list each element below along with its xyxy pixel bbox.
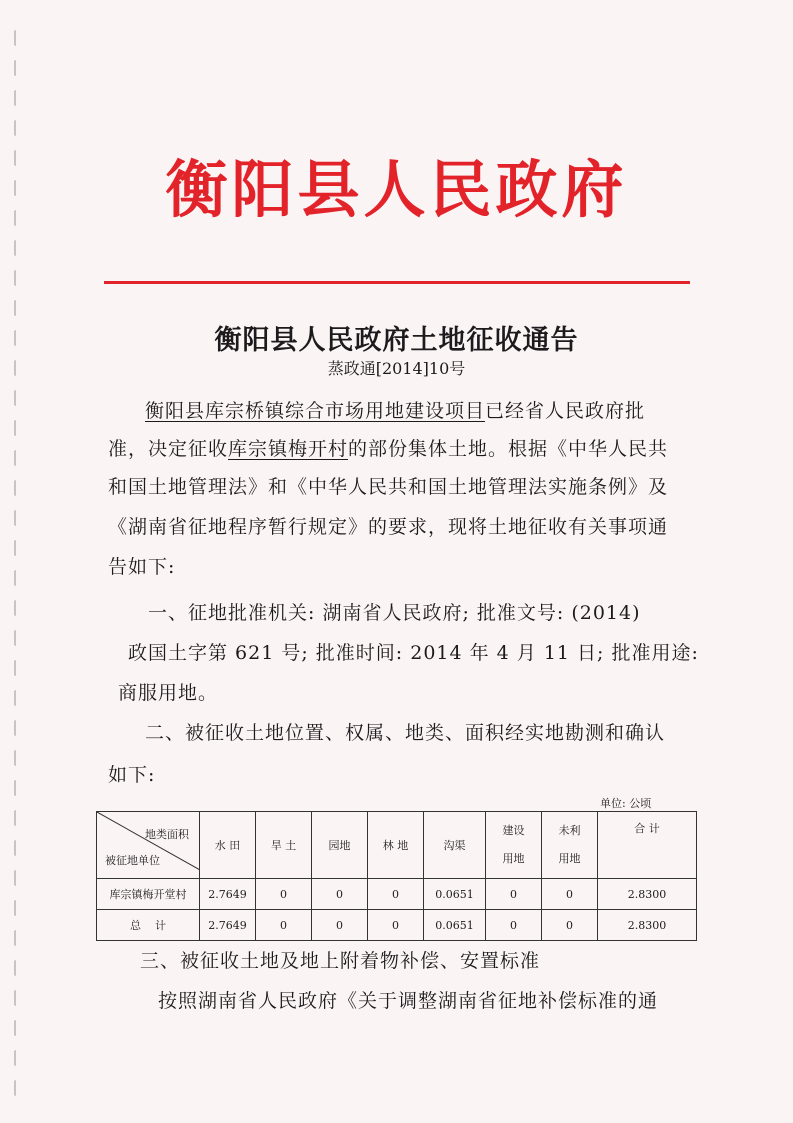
cell: 0 — [486, 910, 542, 941]
header-garden: 园地 — [312, 812, 368, 879]
binding-hole — [14, 960, 22, 976]
binding-hole — [14, 840, 22, 856]
binding-hole — [14, 810, 22, 826]
cell: 0.0651 — [424, 910, 486, 941]
binding-hole — [14, 270, 22, 286]
table-header-row — [97, 812, 697, 879]
paragraph1-line4: 《湖南省征地程序暂行规定》的要求，现将土地征收有关事项通 — [108, 516, 669, 538]
village-name: 库宗镇梅开村 — [228, 438, 349, 460]
document-number: 蒸政通[2014]10号 — [327, 359, 466, 378]
binding-hole — [14, 870, 22, 886]
binding-hole — [14, 510, 22, 526]
table-row — [97, 879, 697, 910]
binding-hole — [14, 1080, 22, 1096]
cell: 0 — [368, 910, 424, 941]
table-row-total — [97, 910, 697, 941]
paragraph1-line5: 告如下: — [108, 556, 176, 578]
paragraph1-line1 — [145, 396, 645, 423]
cell: 0 — [542, 879, 598, 910]
binding-hole — [14, 630, 22, 646]
section2-line1: 二、被征收土地位置、权属、地类、面积经实地勘测和确认 — [145, 722, 666, 744]
header-construction — [486, 812, 542, 879]
corner-cell — [97, 812, 200, 879]
binding-hole — [14, 780, 22, 796]
cell: 2.7649 — [200, 879, 256, 910]
header-total: 合 计 — [598, 812, 697, 879]
header-unused — [542, 812, 598, 879]
paragraph1-line1-rest: 已经省人民政府批 — [485, 400, 646, 422]
cell: 0 — [486, 879, 542, 910]
cell: 0 — [368, 879, 424, 910]
cell: 0 — [312, 910, 368, 941]
corner-top-label: 地类面积 — [145, 828, 189, 841]
binding-hole — [14, 660, 22, 676]
header-unused-1: 未利 — [558, 824, 581, 837]
cell: 0 — [256, 910, 312, 941]
cell: 2.8300 — [598, 910, 697, 941]
binding-hole — [14, 720, 22, 736]
row-unit: 库宗镇梅开堂村 — [97, 879, 200, 910]
government-masthead: 衡阳县人民政府 — [165, 153, 628, 226]
document-title: 衡阳县人民政府土地征收通告 — [214, 325, 579, 356]
binding-hole — [14, 540, 22, 556]
section3-heading: 三、被征收土地及地上附着物补偿、安置标准 — [140, 950, 541, 972]
cell: 2.8300 — [598, 879, 697, 910]
header-construction-1: 建设 — [502, 824, 525, 837]
header-paddy: 水 田 — [200, 812, 256, 879]
binding-hole — [14, 930, 22, 946]
header-ditch: 沟渠 — [424, 812, 486, 879]
corner-bottom-label: 被征地单位 — [105, 854, 160, 867]
binding-hole — [14, 990, 22, 1006]
binding-hole — [14, 240, 22, 256]
binding-hole — [14, 1050, 22, 1066]
header-construction-2: 用地 — [502, 852, 525, 865]
binding-hole — [14, 420, 22, 436]
header-dryland: 旱 土 — [256, 812, 312, 879]
cell: 0 — [542, 910, 598, 941]
binding-hole — [14, 60, 22, 76]
binding-hole — [14, 90, 22, 106]
land-table — [96, 811, 697, 941]
binding-hole — [14, 30, 22, 46]
cell: 0 — [312, 879, 368, 910]
paragraph1-line2-pre: 准，决定征收 — [108, 438, 229, 460]
project-name: 衡阳县库宗桥镇综合市场用地建设项目 — [145, 400, 486, 422]
section3-line1: 按照湖南省人民政府《关于调整湖南省征地补偿标准的通 — [158, 990, 659, 1012]
binding-hole — [14, 300, 22, 316]
red-divider — [104, 281, 690, 284]
binding-hole — [14, 750, 22, 766]
table-unit: 单位: 公顷 — [600, 797, 652, 810]
paragraph1-line2 — [108, 434, 668, 461]
section2-line2: 如下: — [108, 764, 156, 786]
binding-hole — [14, 900, 22, 916]
cell: 2.7649 — [200, 910, 256, 941]
header-forest: 林 地 — [368, 812, 424, 879]
section1-line3: 商服用地。 — [118, 682, 219, 704]
paragraph1-line3: 和国土地管理法》和《中华人民共和国土地管理法实施条例》及 — [108, 476, 669, 498]
binding-hole — [14, 1020, 22, 1036]
binding-hole — [14, 570, 22, 586]
section1-line2: 政国土字第 621 号; 批准时间: 2014 年 4 月 11 日; 批准用途: — [128, 642, 699, 664]
binding-hole — [14, 600, 22, 616]
binding-hole — [14, 450, 22, 466]
section1-line1: 一、征地批准机关: 湖南省人民政府; 批准文号: (2014) — [148, 602, 641, 624]
cell: 0 — [256, 879, 312, 910]
header-unused-2: 用地 — [558, 852, 581, 865]
binding-hole — [14, 480, 22, 496]
cell: 0.0651 — [424, 879, 486, 910]
binding-hole — [14, 690, 22, 706]
paragraph1-line2-rest: 的部份集体土地。根据《中华人民共 — [348, 438, 669, 460]
binding-hole — [14, 120, 22, 136]
binding-hole — [14, 390, 22, 406]
row-unit: 总 计 — [97, 910, 200, 941]
